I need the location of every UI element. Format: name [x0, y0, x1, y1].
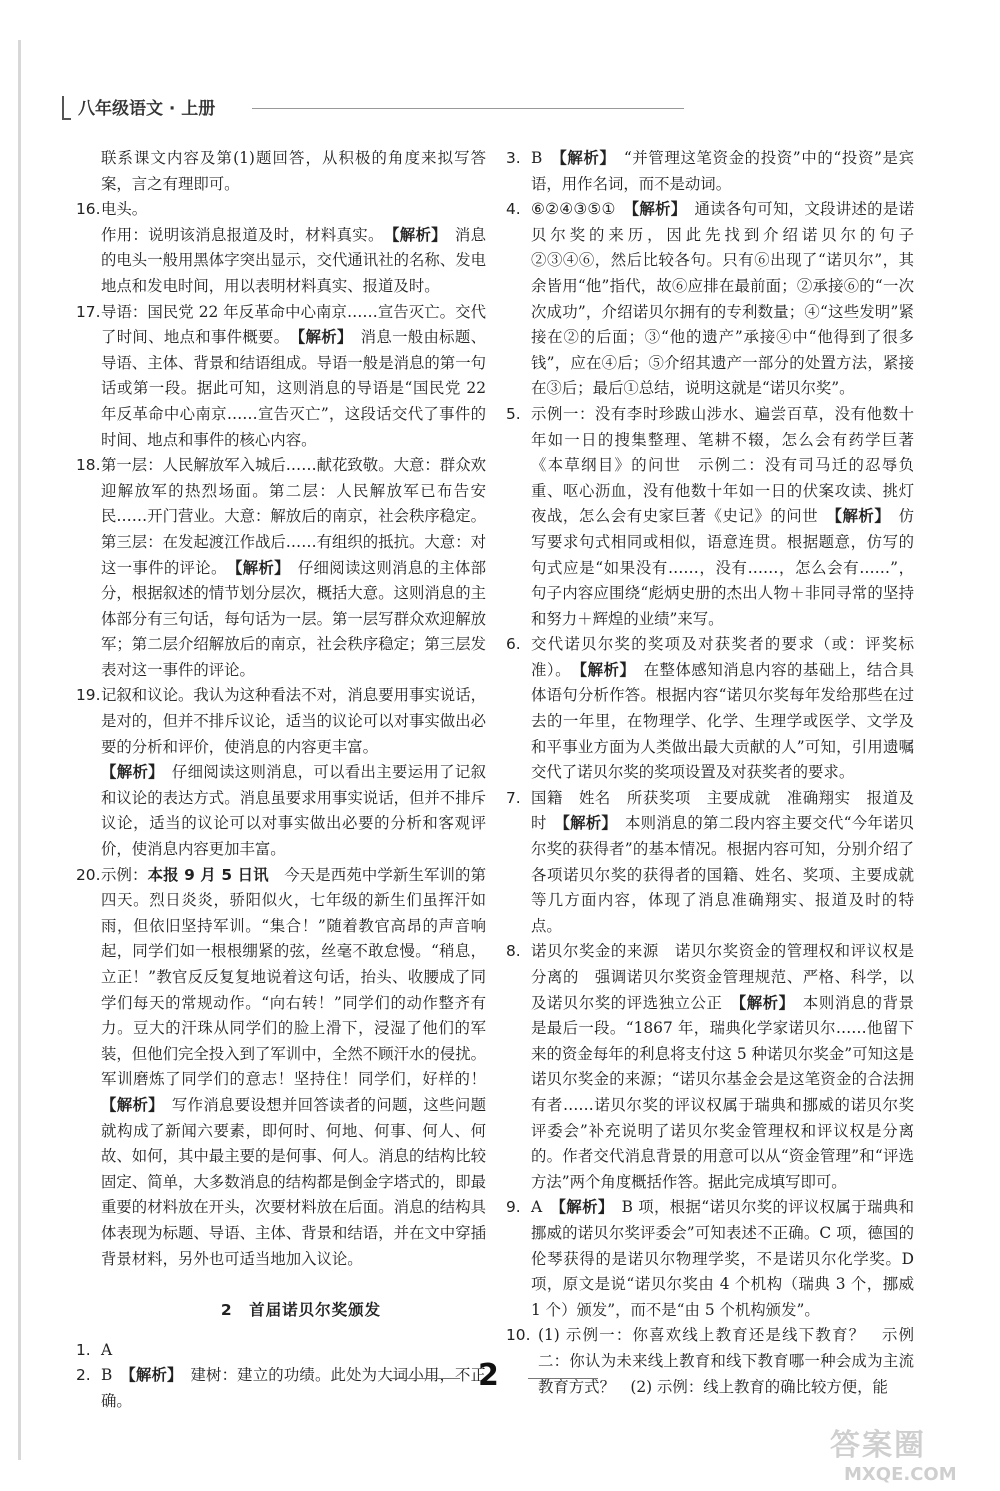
page-footer: [0, 1358, 1000, 1398]
answer-19: [76, 683, 486, 862]
analysis-tag: 【解析】: [738, 993, 787, 1012]
answer-number: 9.: [506, 1198, 521, 1217]
answer-18: [76, 453, 486, 683]
answer-text: 示例一：没有李时珍跋山涉水、遍尝百草，没有他数十年如一日的搜集整理、笔耕不辍，怎么会有药学巨著《本草纲目》的问世 示例二：没有司马迁的忍辱负重、呕心沥血，没有他数十年如一日的伏案攻读、挑灯夜战，怎么会有史家巨著《史记》的问世: [531, 404, 914, 526]
analysis-tag: 【解析】: [128, 1366, 175, 1385]
answer-number: 20.: [76, 865, 101, 884]
analysis-tag: 【解析】: [101, 1095, 157, 1114]
answer-text: A: [531, 1198, 543, 1217]
page-header: [62, 92, 662, 122]
page-number: 2: [478, 1358, 499, 1393]
answer-number: 2.: [76, 1366, 91, 1385]
answer-text: 交代诺贝尔奖的奖项及对获奖者的要求（或：评奖标准）。: [531, 635, 914, 679]
analysis-tag: 【解析】: [391, 225, 440, 244]
analysis-tag: 【解析】: [559, 149, 608, 167]
analysis-tag: 【解析】: [101, 763, 157, 782]
answer-8: [506, 939, 914, 1195]
watermark-logo-text: 答案圈: [830, 1428, 926, 1463]
answer-text: 示例：: [101, 865, 148, 884]
analysis-tag: 【解析】: [558, 1198, 606, 1217]
analysis-text: 建树：建立的功绩。此处为大词小用，不正确。: [101, 1366, 486, 1410]
header-bracket: [62, 96, 71, 120]
header-title: 八年级语文 · 上册: [78, 99, 216, 119]
analysis-text: 仔细阅读这则消息，可以看出主要运用了记叙和议论的表达方式。消息虽要求用事实说话，但并不排斥议论，适当的议论可以对事实做出必要的分析和客观评价，使消息内容更加丰富。: [101, 763, 486, 859]
answer-text: 记叙和议论。我认为这种看法不对，消息要用事实说话，是对的，但并不排斥议论，适当的议论可以对事实做出必要的分析和评价，使消息的内容更丰富。: [101, 686, 486, 756]
footer-rule-right: [528, 1378, 598, 1379]
right-column: [506, 146, 914, 1400]
answer-6: [506, 632, 914, 786]
page-edge: [18, 40, 21, 1460]
footer-rule-left: [390, 1378, 460, 1379]
analysis-text: 通读各句可知，文段讲述的是诺贝尔奖的来历，因此先找到介绍诺贝尔的句子②③④⑥，然后比较各句。只有⑥出现了“诺贝尔”，其余皆用“他”指代，故⑥应排在最前面；②承接⑥的“一次次成功”，介绍诺贝尔拥有的专利数量；④“这些发明”紧接在②的后面；③“他的遗产”承接④中“他得到了很多钱”，应在④后；⑤介绍其遗产一部分的处置方法，紧接在③后；最后①总结，说明这就是“诺贝尔奖”。: [531, 200, 914, 398]
watermark-site-text: MXQE.COM: [844, 1464, 957, 1485]
answer-number: 19.: [76, 686, 101, 705]
answer-number: 5.: [506, 404, 521, 423]
answer-number: 4.: [506, 200, 521, 219]
analysis-tag: 【解析】: [631, 200, 679, 219]
answer-number: 18.: [76, 456, 101, 475]
answer-number: 16.: [76, 200, 101, 219]
analysis-text: 在整体感知消息内容的基础上，结合具体语句分析作答。根据内容“诺贝尔奖每年发给那些在过去的一年里，在物理学、化学、生理学或医学、文学及和平事业方面为人类做出最大贡献的人”可知，引用遗嘱交代了诺贝尔奖的奖项设置及对获奖者的要求。: [531, 660, 914, 782]
section-title: 2 首届诺贝尔奖颁发: [220, 1301, 382, 1320]
answer-number: 7.: [506, 788, 521, 807]
answer-text: 导语：国民党 22 年反革命中心南京……宣告灭亡。交代了时间、地点和事件概要。: [101, 302, 486, 347]
answer-text: 电头。: [101, 200, 148, 219]
analysis-tag: 【解析】: [297, 328, 345, 347]
analysis-text: 仔细阅读这则消息的主体部分，根据叙述的情节划分层次，概括大意。这则消息的主体部分有三句话，每句话为一层。第一层写群众欢迎解放军；第二层介绍解放后的南京，社会秩序稳定；第三层发表对这一事件的评论。: [101, 558, 486, 679]
analysis-text: 消息的电头一般用黑体字突出显示，交代通讯社的名称、发电地点和发电时间，用以表明材料真实、报道及时。: [101, 225, 486, 295]
answer-4: [506, 197, 914, 402]
answer-16: [76, 197, 486, 299]
answer-intro: 联系课文内容及第(1)题回答，从积极的角度来拟写答案，言之有理即可。: [101, 149, 486, 193]
analysis-text: 本则消息的背景是最后一段。“1867 年，瑞典化学家诺贝尔……他留下来的资金每年的利息将支付这 5 种诺贝尔奖金”可知这是诺贝尔奖金的来源；“诺贝尔基金会是这笔资金的合法拥有者……诺贝尔奖的评议权属于瑞典和挪威的诺贝尔奖评委会”补充说明了诺贝尔奖金管理权和评议权是分离的。作者交代消息背景的用意可以从“资金管理”和“评选方法”两个角度概括作答。据此完成填写即可。: [531, 993, 914, 1191]
answer-text: (1) 示例一：你喜欢线上教育还是线下教育？ 示例二：你认为未来线上教育和线下教育哪一种会成为主流教育方式？ (2) 示例：线上教育的确比较方便，能: [538, 1326, 914, 1396]
answer-number: 10.: [506, 1326, 531, 1345]
answer-text: B: [531, 149, 543, 167]
answer-number: 1.: [76, 1340, 91, 1359]
answer-text: 第一层：人民解放军入城后……献花致敬。大意：群众欢迎解放军的热烈场面。第二层：人民解放军已布告安民……开门营业。大意：解放后的南京，社会秩序稳定。第三层：在发起渡江作战后……有组织的抵抗。大意：对这一事件的评论。: [101, 456, 486, 577]
analysis-tag: 【解析】: [234, 558, 283, 577]
answer-7: [506, 786, 914, 940]
header-rule: [252, 108, 684, 109]
answer-text: 诺贝尔奖金的来源 诺贝尔奖资金的管理权和评议权是分离的 强调诺贝尔奖资金管理规范、严格、科学，以及诺贝尔奖的评选独立公正: [531, 942, 914, 1012]
answer-17: [76, 300, 486, 454]
analysis-text: B 项，根据“诺贝尔奖的评议权属于瑞典和挪威的诺贝尔奖评委会”可知表述不正确。C 项，德国的伦琴获得的是诺贝尔物理学奖，不是诺贝尔化学奖。D 项，原文是说“诺贝尔奖由 4 个机构（瑞典 3 个，挪威 1 个）颁发”，而不是“由 5 个机构颁发”。: [531, 1198, 914, 1319]
answer-number: 17.: [76, 302, 101, 321]
answer-3: [506, 146, 914, 197]
analysis-tag: 【解析】: [579, 660, 628, 679]
analysis-text: 消息一般由标题、导语、主体、背景和结语组成。导语一般是消息的第一句话或第一段。据此可知，这则消息的导语是“国民党 22 年反革命中心南京……宣告灭亡”，这段话交代了事件的时间、地点和事件的核心内容。: [101, 328, 486, 449]
answer-5: [506, 402, 914, 632]
answer-text: 今天是西苑中学新生军训的第四天。烈日炎炎，骄阳似火，七年级的新生们虽挥汗如雨，但依旧坚持军训。“集合！”随着教官高昂的声音响起，同学们如一根根绷紧的弦，丝毫不敢怠慢。“稍息，立正！”教官反反复复地说着这句话，抬头、收腰成了同学们每天的常规动作。“向右转！”同学们的动作整齐有力。豆大的汗珠从同学们的脸上滑下，浸湿了他们的军装，但他们完全投入到了军训中，全然不顾汗水的侵扰。军训磨炼了同学们的意志！坚持住！同学们，好样的！: [101, 865, 486, 1089]
analysis-text: 写作消息要设想并回答读者的问题，这些问题就构成了新闻六要素，即何时、何地、何事、何人、何故、如何，其中最主要的是何事、何人。消息的结构比较固定、简单，大多数消息的结构都是倒金字塔式的，即最重要的材料放在开头，次要材料放在后面。消息的结构具体表现为标题、导语、主体、背景和结语，并在文中穿插背景材料，另外也可适当地加入议论。: [101, 1095, 486, 1268]
left-column: [76, 146, 486, 1415]
dateline: 本报 9 月 5 日讯: [147, 865, 269, 884]
answer-text: A: [101, 1340, 113, 1359]
answer-number: 3.: [506, 149, 521, 167]
answer-20: [76, 863, 486, 1273]
analysis-text: “并管理这笔资金的投资”中的“投资”是宾语，用作名词，而不是动词。: [531, 149, 914, 193]
analysis-text: 本则消息的第二段内容主要交代“今年诺贝尔奖的获得者”的基本情况。根据内容可知，分别介绍了各项诺贝尔奖的获得者的国籍、姓名、奖项、主要成就等几方面内容，体现了消息准确翔实、报道及时的特点。: [531, 814, 914, 935]
answer-text: ⑥②④③⑤①: [531, 200, 616, 219]
answer-text: 国籍 姓名 所获奖项 主要成就 准确翔实 报道及时: [531, 788, 914, 833]
analysis-text: 仿写要求句式相同或相似，语意连贯。根据题意，仿写的句式应是“如果没有……，没有……，怎么会有……”，句子内容应围绕“彪炳史册的杰出人物＋非同寻常的坚持和努力＋辉煌的业绩”来写。: [531, 507, 914, 628]
answer-number: 6.: [506, 635, 521, 654]
analysis-tag: 【解析】: [562, 814, 610, 833]
watermark-logo: [830, 1420, 980, 1484]
answer-9: [506, 1195, 914, 1323]
answer-text: 作用：说明该消息报道及时，材料真实。: [101, 225, 377, 244]
answer-number: 8.: [506, 942, 521, 961]
analysis-tag: 【解析】: [834, 507, 883, 526]
answer-text: B: [101, 1366, 113, 1385]
